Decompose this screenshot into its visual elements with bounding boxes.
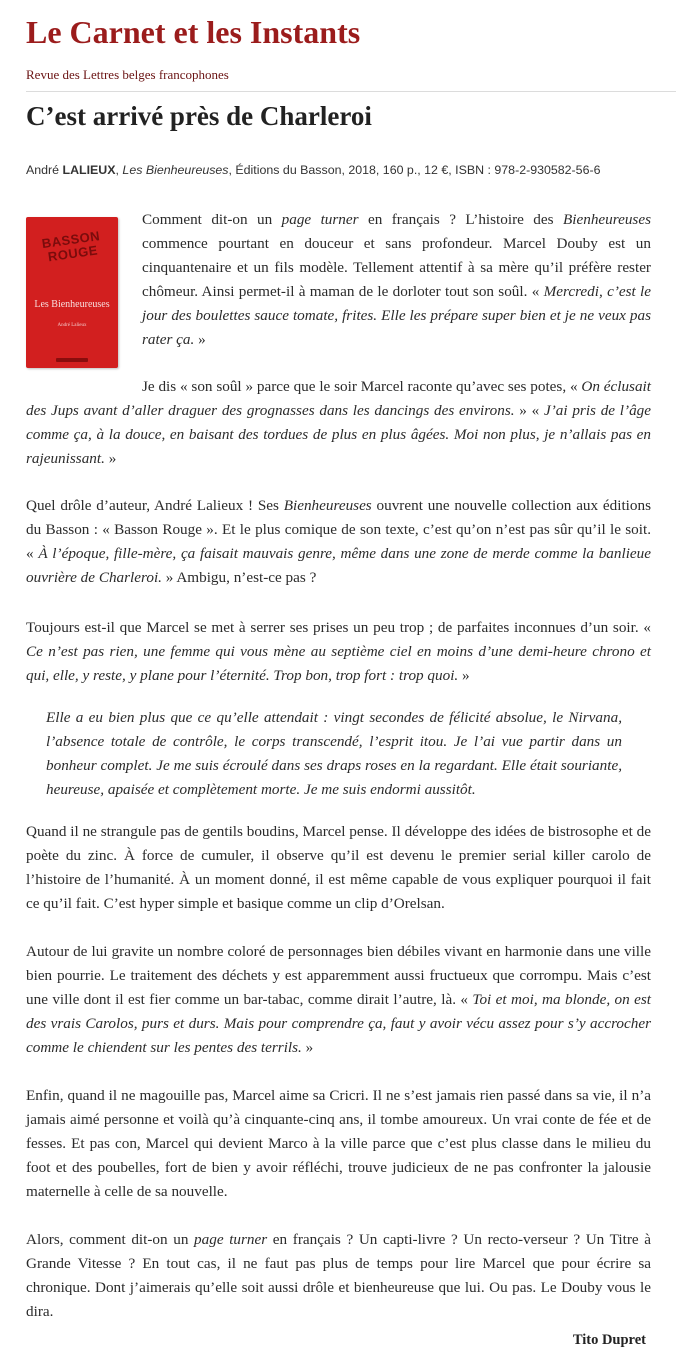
text-run: commence pourtant en douceur et sans profondeur. Marcel Douby est un cinquantenaire et un fils modèle. Tellement attentif à sa mère qu’il préfère rester chômeur. Ainsi permet-il à maman de le dorloter tout son soûl. « xyxy=(142,235,651,300)
text-run: Comment dit-on un xyxy=(142,211,282,228)
text-run: J’ai pris de l’âge comme ça, à la douce, en baisant des tordues de plus en plus âgées. Moi non plus, je n’allais pas en rajeunissant. xyxy=(26,402,651,467)
text-run: Toi et moi, ma blonde, on est des vrais Carolos, purs et durs. Mais pour comprendre ça, faut y avoir vécu assez pour s’y accrocher comme le chiendent sur les pentes des terrils. xyxy=(26,991,651,1056)
publisher-logo xyxy=(56,358,88,362)
book-title: Les Bienheureuses xyxy=(122,163,229,177)
author-first-name: André xyxy=(26,163,63,177)
paragraph xyxy=(26,494,651,590)
text-run: » xyxy=(194,331,206,348)
text-run: Je dis « son soûl » parce que le soir Marcel raconte qu’avec ses potes, « xyxy=(142,378,582,395)
text-run: ouvrent une nouvelle collection aux éditions du Basson : « Basson Rouge ». Et le plus comique de son texte, c’est qu’on n’est pas sûr qu’il le soit. « xyxy=(26,497,651,562)
cover-series-label: BASSON ROUGE xyxy=(40,228,102,265)
text-run: Bienheureuses xyxy=(283,497,372,514)
author-last-name: LALIEUX xyxy=(62,163,116,177)
paragraph xyxy=(26,1228,651,1324)
text-run: page turner xyxy=(281,211,359,228)
paragraph xyxy=(26,1084,651,1204)
text-run: » xyxy=(104,450,117,467)
blockquote: Elle a eu bien plus que ce qu’elle attendait : vingt secondes de félicité absolue, le Nirvana, l’absence totale de contrôle, le corps transcendé, l’esprit itou. Je l’ai vue partir dans un bonheur complet. Je me suis écroulé dans ses draps roses en la regardant. Elle était souriante, heureuse, apaisée et complètement morte. Je me suis endormi aussitôt. xyxy=(46,709,622,798)
text-run: Autour de lui gravite un nombre coloré de personnages bien débiles vivant en harmonie dans une ville bien pourrie. Le traitement des déchets y est apparemment aussi fructueux que corrompu. Mais c’est une ville dont il est fier comme un bar-tabac, comme dirait l’autre, là. « xyxy=(26,943,651,1008)
paragraph xyxy=(26,375,651,471)
text-run: » « xyxy=(514,402,544,419)
text-run: Alors, comment dit-on un xyxy=(26,1231,195,1248)
text-run: On éclusait des Jups avant d’aller draguer des grognasses dans les dancings des environs. xyxy=(26,378,651,419)
text-run: page turner xyxy=(194,1231,268,1248)
text-run: Quand il ne strangule pas de gentils boudins, Marcel pense. Il développe des idées de bistrosophe et de poète du zinc. À force de cumuler, il observe qu’il est devenu le premier serial killer carolo de l’histoire de l’humanité. À un moment donné, il est même capable de vous expliquer pourquoi il fait ce qu’il fait. C’est hyper simple et basique comme un clip d’Orelsan. xyxy=(26,823,651,912)
text-run: Toujours est-il que Marcel se met à serrer ses prises un peu trop ; de parfaites inconnues d’un soir. « xyxy=(26,619,651,636)
paragraph xyxy=(142,208,651,352)
text-run: en français ? L’histoire des xyxy=(358,211,563,228)
paragraph xyxy=(26,616,651,688)
text-run: » xyxy=(458,667,470,684)
book-details: , Éditions du Basson, 2018, 160 p., 12 €, ISBN : 978-2-930582-56-6 xyxy=(228,163,601,177)
text-run: Enfin, quand il ne magouille pas, Marcel aime sa Cricri. Il ne s’est jamais rien passé dans sa vie, il n’a jamais aimé personne et voilà qu’à cinquante-cinq ans, il tombe amoureux. Un vrai conte de fée et de fesses. Et pas con, Marcel qui devient Marco à la ville parce que c’est plus classe dans le milieu du foot et des poubelles, fort de bien y avoir réfléchi, trouve judicieux de ne pas confronter la jalousie maternelle à celle de sa nouvelle. xyxy=(26,1087,651,1200)
book-reference xyxy=(26,160,656,180)
site-title[interactable]: Le Carnet et les Instants xyxy=(26,14,361,50)
paragraph xyxy=(26,940,651,1060)
article-title: C’est arrivé près de Charleroi xyxy=(26,101,372,131)
text-run: en français ? Un capti-livre ? Un recto-verseur ? Un Titre à Grande Vitesse ? En tout cas, il ne faut pas plus de temps pour lire Marcel que pour écrire sa chronique. Dont j’aimerais qu’elle soit aussi drôle et bienheureuse que lui. Ou pas. Le Douby vous le dira. xyxy=(26,1231,651,1320)
text-run: Bienheureuses xyxy=(562,211,651,228)
article-signature: Tito Dupret xyxy=(572,1332,646,1348)
text-run: Mercredi, c’est le jour des boulettes sauce tomate, frites. Elle les prépare super bien et je ne veux pas rater ça. xyxy=(142,283,652,348)
paragraph xyxy=(26,820,651,916)
text-run: » Ambigu, n’est-ce pas ? xyxy=(161,569,317,586)
text-run: À l’époque, fille-mère, ça faisait mauvais genre, même dans une zone de merde comme la banlieue ouvrière de Charleroi. xyxy=(26,545,651,586)
text-run: » xyxy=(301,1039,314,1056)
header-divider xyxy=(26,91,676,92)
cover-author: André Lalieux xyxy=(57,323,87,328)
text-run: Quel drôle d’auteur, André Lalieux ! Ses xyxy=(26,497,284,514)
book-cover-image xyxy=(26,217,118,368)
biblio-separator: , xyxy=(115,163,123,177)
cover-book-title: Les Bienheureuses xyxy=(34,299,110,310)
site-tagline: Revue des Lettres belges francophones xyxy=(26,67,229,82)
text-run: Ce n’est pas rien, une femme qui vous mène au septième ciel en moins d’une demi-heure chrono et qui, elle, y reste, y plane pour l’éternité. Trop bon, trop fort : trop quoi. xyxy=(26,643,651,684)
